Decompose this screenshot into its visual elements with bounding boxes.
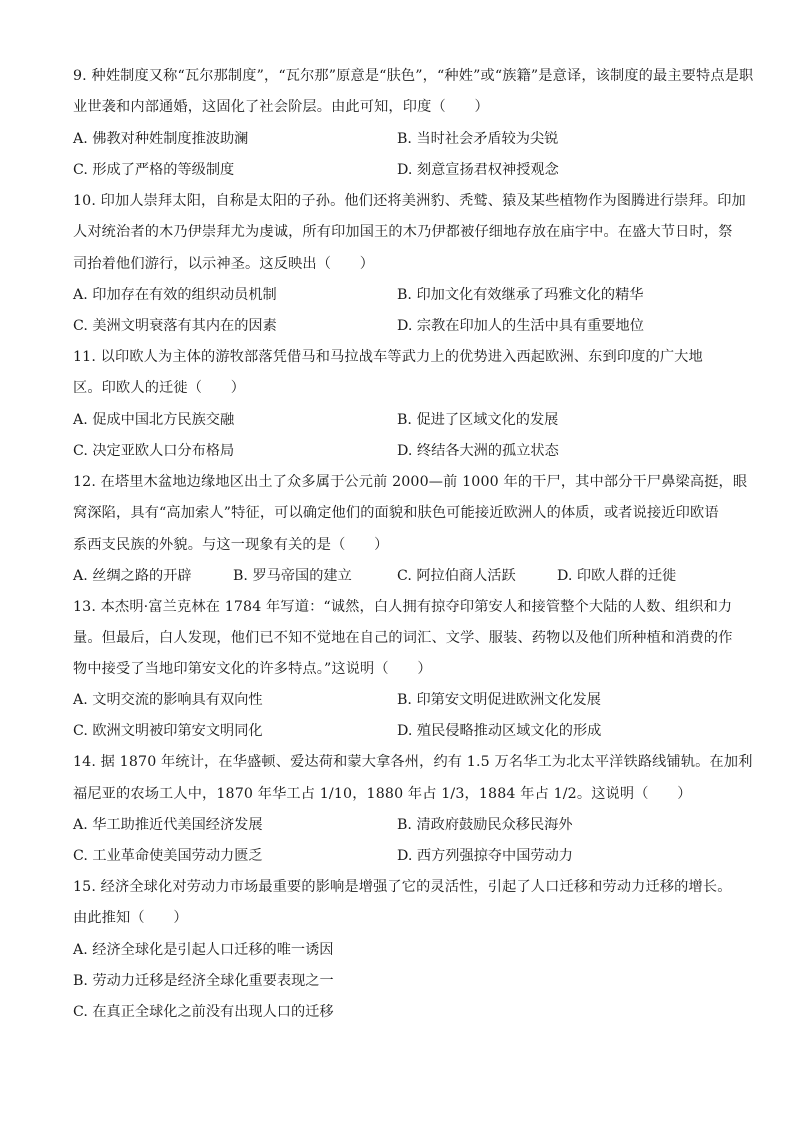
question-15-line-1: 15. 经济全球化对劳动力市场最重要的影响是增强了它的灵活性，引起了人口迁移和劳动力迁移的增长。 (73, 879, 732, 895)
question-11-line-2: 区。印欧人的迁徙（ ） (73, 380, 246, 396)
question-15-line-2: 由此推知（ ） (73, 910, 188, 926)
question-10-line-1: 10. 印加人崇拜太阳，自称是太阳的子孙。他们还将美洲豹、秃鹫、猿及某些植物作为图腾进行崇拜。印加 (73, 193, 746, 209)
question-10-line-2: 人对统治者的木乃伊崇拜尤为虔诚，所有印加国王的木乃伊都被仔细地存放在庙宇中。在盛大节日时，祭 (73, 224, 733, 240)
question-9-option-c: C. 形成了严格的等级制度 (73, 162, 235, 178)
question-9-line-2: 业世袭和内部通婚，这固化了社会阶层。由此可知，印度（ ） (73, 99, 489, 115)
question-13-line-2: 量。但最后，白人发现，他们已不知不觉地在自己的词汇、文学、服装、药物以及他们所种植和消费的作 (73, 630, 733, 646)
question-10-line-3: 司抬着他们游行，以示神圣。这反映出（ ） (73, 256, 375, 272)
question-14-line-2: 福尼亚的农场工人中，1870 年华工占 1/10，1880 年占 1/3，1884 年占 1/2。这说明（ ） (73, 786, 692, 802)
question-12-line-1: 12. 在塔里木盆地边缘地区出土了众多属于公元前 2000—前 1000 年的干尸，其中部分干尸鼻梁高挺，眼 (73, 474, 748, 490)
question-10-option-b: B. 印加文化有效继承了玛雅文化的精华 (397, 287, 644, 303)
question-13-option-d: D. 殖民侵略推动区域文化的形成 (397, 723, 602, 739)
question-13-line-1: 13. 本杰明·富兰克林在 1784 年写道：“诚然，白人拥有掠夺印第安人和接管整个大陆的人数、组织和力 (73, 599, 733, 615)
question-11-option-a: A. 促成中国北方民族交融 (73, 412, 235, 428)
question-10-option-d: D. 宗教在印加人的生活中具有重要地位 (397, 318, 644, 334)
question-11-line-1: 11. 以印欧人为主体的游牧部落凭借马和马拉战车等武力上的优势进入西起欧洲、东到印度的广大地 (73, 349, 703, 365)
question-12-option-d: D. 印欧人群的迁徙 (557, 568, 677, 584)
question-10-option-c: C. 美洲文明衰落有其内在的因素 (73, 318, 277, 334)
question-9-option-a: A. 佛教对种姓制度推波助澜 (73, 131, 249, 147)
question-13-option-c: C. 欧洲文明被印第安文明同化 (73, 723, 263, 739)
question-14-option-b: B. 清政府鼓励民众移民海外 (397, 817, 573, 833)
question-13-option-b: B. 印第安文明促进欧洲文化发展 (397, 692, 601, 708)
question-15-option-b: B. 劳动力迁移是经济全球化重要表现之一 (73, 973, 334, 989)
question-12-option-a: A. 丝绸之路的开辟 (73, 568, 192, 584)
question-13-line-3: 物中接受了当地印第安文化的许多特点。”这说明（ ） (73, 661, 432, 677)
question-15-option-a: A. 经济全球化是引起人口迁移的唯一诱因 (73, 942, 334, 958)
question-11-option-c: C. 决定亚欧人口分布格局 (73, 443, 235, 459)
question-9-line-1: 9. 种姓制度又称“瓦尔那制度”，“瓦尔那”原意是“肤色”，“种姓”或“族籍”是意译，该制度的最主要特点是职 (73, 68, 754, 84)
question-11-option-b: B. 促进了区域文化的发展 (397, 412, 559, 428)
question-14-option-d: D. 西方列强掠夺中国劳动力 (397, 848, 573, 864)
question-13-option-a: A. 文明交流的影响具有双向性 (73, 692, 263, 708)
question-14-option-a: A. 华工助推近代美国经济发展 (73, 817, 263, 833)
question-12-option-b: B. 罗马帝国的建立 (233, 568, 352, 584)
question-9-option-b: B. 当时社会矛盾较为尖锐 (397, 131, 559, 147)
question-14-option-c: C. 工业革命使美国劳动力匮乏 (73, 848, 263, 864)
question-11-option-d: D. 终结各大洲的孤立状态 (397, 443, 559, 459)
question-12-line-2: 窝深陷，具有“高加索人”特征，可以确定他们的面貌和肤色可能接近欧洲人的体质，或者说接近印欧语 (73, 505, 719, 521)
question-15-option-c: C. 在真正全球化之前没有出现人口的迁移 (73, 1004, 334, 1020)
question-9-option-d: D. 刻意宣扬君权神授观念 (397, 162, 559, 178)
question-14-line-1: 14. 据 1870 年统计，在华盛顿、爱达荷和蒙大拿各州，约有 1.5 万名华工为北太平洋铁路线铺轨。在加利 (73, 754, 753, 770)
question-12-line-3: 系西支民族的外貌。与这一现象有关的是（ ） (73, 537, 389, 553)
question-12-option-c: C. 阿拉伯商人活跃 (397, 568, 516, 584)
question-10-option-a: A. 印加存在有效的组织动员机制 (73, 287, 277, 303)
